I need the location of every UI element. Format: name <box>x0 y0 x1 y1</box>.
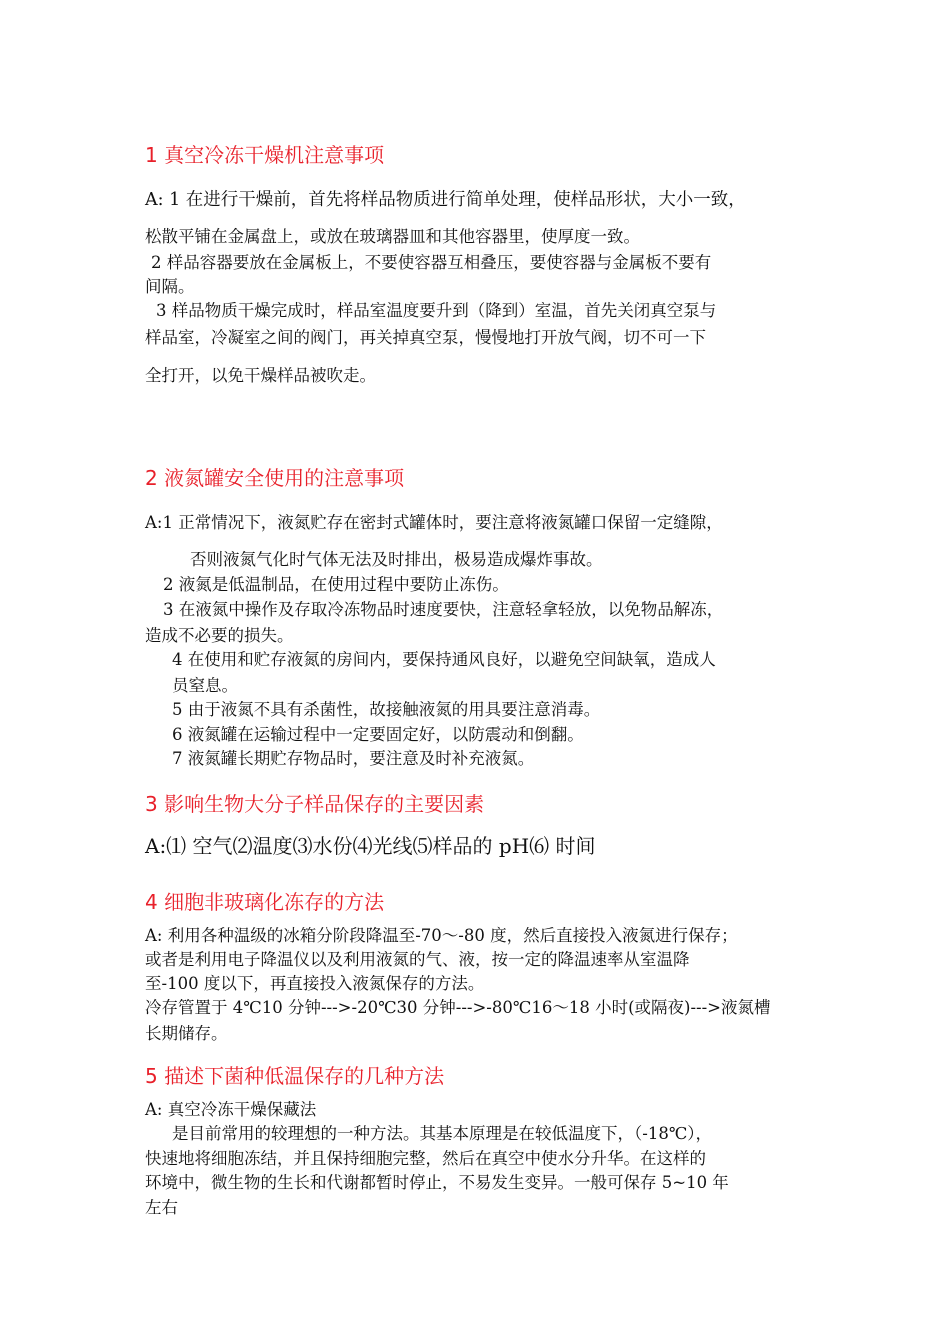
section-2-heading: 2 液氮罐安全使用的注意事项 <box>145 466 405 490</box>
section-5-line-2: 是目前常用的较理想的一种方法。其基本原理是在较低温度下，（-18℃）， <box>172 1124 713 1143</box>
section-1-line-2: 松散平铺在金属盘上，或放在玻璃器皿和其他容器里，使厚度一致。 <box>145 227 640 246</box>
section-2-line-7: 员窒息。 <box>172 676 238 695</box>
section-1-line-1: A: 1 在进行干燥前，首先将样品物质进行简单处理，使样品形状，大小一致， <box>145 190 746 210</box>
section-5-line-3: 快速地将细胞冻结，并且保持细胞完整，然后在真空中使水分升华。在这样的 <box>145 1149 706 1168</box>
section-3-line-1: A:⑴ 空气⑵温度⑶水份⑷光线⑸样品的 pH⑹ 时间 <box>145 834 596 858</box>
section-2-line-10: 7 液氮罐长期贮存物品时，要注意及时补充液氮。 <box>172 749 535 768</box>
section-5-line-5: 左右 <box>145 1198 178 1217</box>
section-4-heading: 4 细胞非玻璃化冻存的方法 <box>145 890 385 914</box>
section-1-heading: 1 真空冷冻干燥机注意事项 <box>145 143 385 167</box>
section-1-line-4: 间隔。 <box>145 277 195 296</box>
section-1-line-5: 3 样品物质干燥完成时，样品室温度要升到（降到）室温，首先关闭真空泵与 <box>156 301 717 320</box>
section-3-heading: 3 影响生物大分子样品保存的主要因素 <box>145 792 485 816</box>
section-5-heading: 5 描述下菌种低温保存的几种方法 <box>145 1064 445 1088</box>
section-5-line-1: A: 真空冷冻干燥保藏法 <box>145 1100 317 1119</box>
section-1-line-3: 2 样品容器要放在金属板上，不要使容器互相叠压，要使容器与金属板不要有 <box>151 253 712 272</box>
section-4-line-2: 或者是利用电子降温仪以及利用液氮的气、液，按一定的降温速率从室温降 <box>145 950 690 969</box>
section-2-line-5: 造成不必要的损失。 <box>145 626 294 645</box>
section-2-line-6: 4 在使用和贮存液氮的房间内，要保持通风良好，以避免空间缺氧，造成人 <box>172 650 716 669</box>
section-4-line-1: A: 利用各种温级的冰箱分阶段降温至-70～-80 度，然后直接投入液氮进行保存； <box>145 926 738 945</box>
section-2-line-8: 5 由于液氮不具有杀菌性，故接触液氮的用具要注意消毒。 <box>172 700 601 719</box>
section-2-line-1: A:1 正常情况下，液氮贮存在密封式罐体时，要注意将液氮罐口保留一定缝隙， <box>145 513 723 532</box>
section-1-line-7: 全打开，以免干燥样品被吹走。 <box>145 366 376 385</box>
section-1-line-6: 样品室，冷凝室之间的阀门，再关掉真空泵，慢慢地打开放气阀，切不可一下 <box>145 328 706 347</box>
section-2-line-2: 否则液氮气化时气体无法及时排出，极易造成爆炸事故。 <box>190 550 603 569</box>
section-4-line-3: 至-100 度以下，再直接投入液氮保存的方法。 <box>145 974 485 993</box>
section-2-line-9: 6 液氮罐在运输过程中一定要固定好，以防震动和倒翻。 <box>172 725 584 744</box>
section-5-line-4: 环境中，微生物的生长和代谢都暂时停止，不易发生变异。一般可保存 5~10 年 <box>145 1173 729 1192</box>
section-2-line-3: 2 液氮是低温制品，在使用过程中要防止冻伤。 <box>163 575 509 594</box>
section-2-line-4: 3 在液氮中操作及存取冷冻物品时速度要快，注意轻拿轻放，以免物品解冻， <box>163 600 724 619</box>
section-4-line-5: 长期储存。 <box>145 1024 228 1043</box>
section-4-line-4: 冷存管置于 4℃10 分钟--->-20℃30 分钟--->-80℃16～18 小时(或隔夜)--->液氮槽 <box>145 998 771 1017</box>
